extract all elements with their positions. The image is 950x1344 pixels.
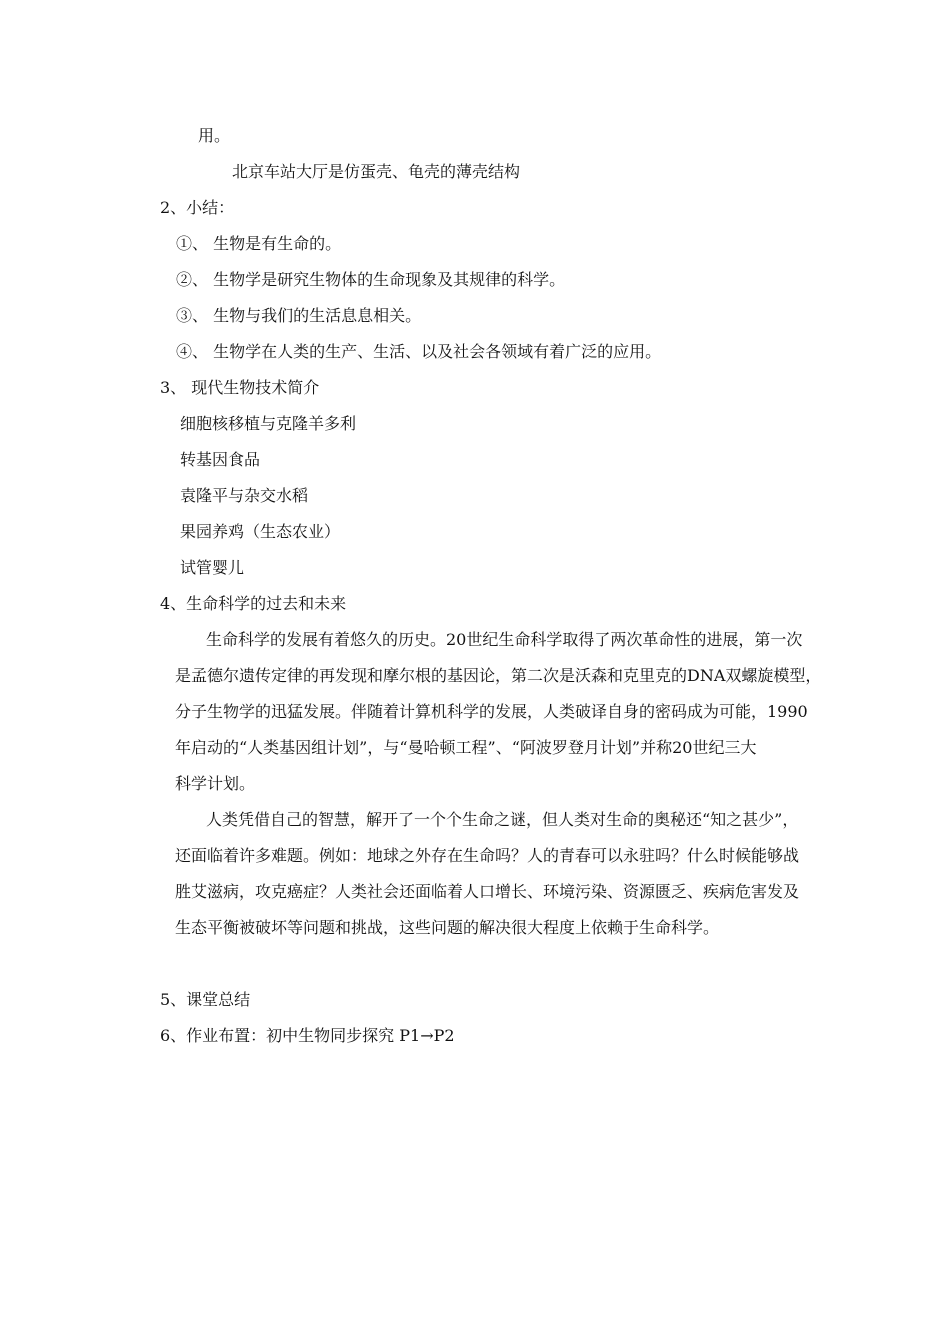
paragraph-1-line-3: 分子生物学的迅猛发展。伴随着计算机科学的发展，人类破译自身的密码成为可能，1990 <box>175 702 808 721</box>
class-summary-heading: 5、课堂总结 <box>160 990 251 1009</box>
homework-line: 6、作业布置：初中生物同步探究 P1→P2 <box>160 1026 455 1045</box>
summary-item-2: ②、 生物学是研究生物体的生命现象及其规律的科学。 <box>176 270 566 289</box>
paragraph-1-line-1: 生命科学的发展有着悠久的历史。20世纪生命科学取得了两次革命性的进展，第一次 <box>206 630 803 649</box>
tech-item-2: 转基因食品 <box>180 450 261 469</box>
paragraph-1-line-5: 科学计划。 <box>175 774 256 793</box>
life-science-heading: 4、生命科学的过去和未来 <box>160 594 347 613</box>
summary-heading: 2、小结： <box>160 198 235 217</box>
intro-line-2: 北京车站大厅是仿蛋壳、龟壳的薄壳结构 <box>232 162 521 181</box>
summary-item-4: ④、 生物学在人类的生产、生活、以及社会各领域有着广泛的应用。 <box>176 342 662 361</box>
paragraph-2-line-3: 胜艾滋病，攻克癌症？人类社会还面临着人口增长、环境污染、资源匮乏、疾病危害发及 <box>175 882 800 901</box>
tech-item-1: 细胞核移植与克隆羊多利 <box>180 414 357 433</box>
tech-heading: 3、 现代生物技术简介 <box>160 378 320 397</box>
paragraph-2-line-4: 生态平衡被破坏等问题和挑战，这些问题的解决很大程度上依赖于生命科学。 <box>175 918 720 937</box>
tech-item-5: 试管婴儿 <box>180 558 245 577</box>
summary-item-1: ①、 生物是有生命的。 <box>176 234 342 253</box>
tech-item-3: 袁隆平与杂交水稻 <box>180 486 309 505</box>
paragraph-1-line-2: 是孟德尔遗传定律的再发现和摩尔根的基因论，第二次是沃森和克里克的DNA双螺旋模型， <box>175 666 822 685</box>
intro-line-1: 用。 <box>198 126 231 145</box>
paragraph-1-line-4: 年启动的“人类基因组计划”，与“曼哈顿工程”、“阿波罗登月计划”并称20世纪三大 <box>175 738 757 757</box>
paragraph-2-line-2: 还面临着许多难题。例如：地球之外存在生命吗？人的青春可以永驻吗？什么时候能够战 <box>175 846 800 865</box>
paragraph-2-line-1: 人类凭借自己的智慧，解开了一个个生命之谜，但人类对生命的奥秘还“知之甚少”， <box>206 810 799 829</box>
summary-item-3: ③、 生物与我们的生活息息相关。 <box>176 306 422 325</box>
tech-item-4: 果园养鸡（生态农业） <box>180 522 341 541</box>
